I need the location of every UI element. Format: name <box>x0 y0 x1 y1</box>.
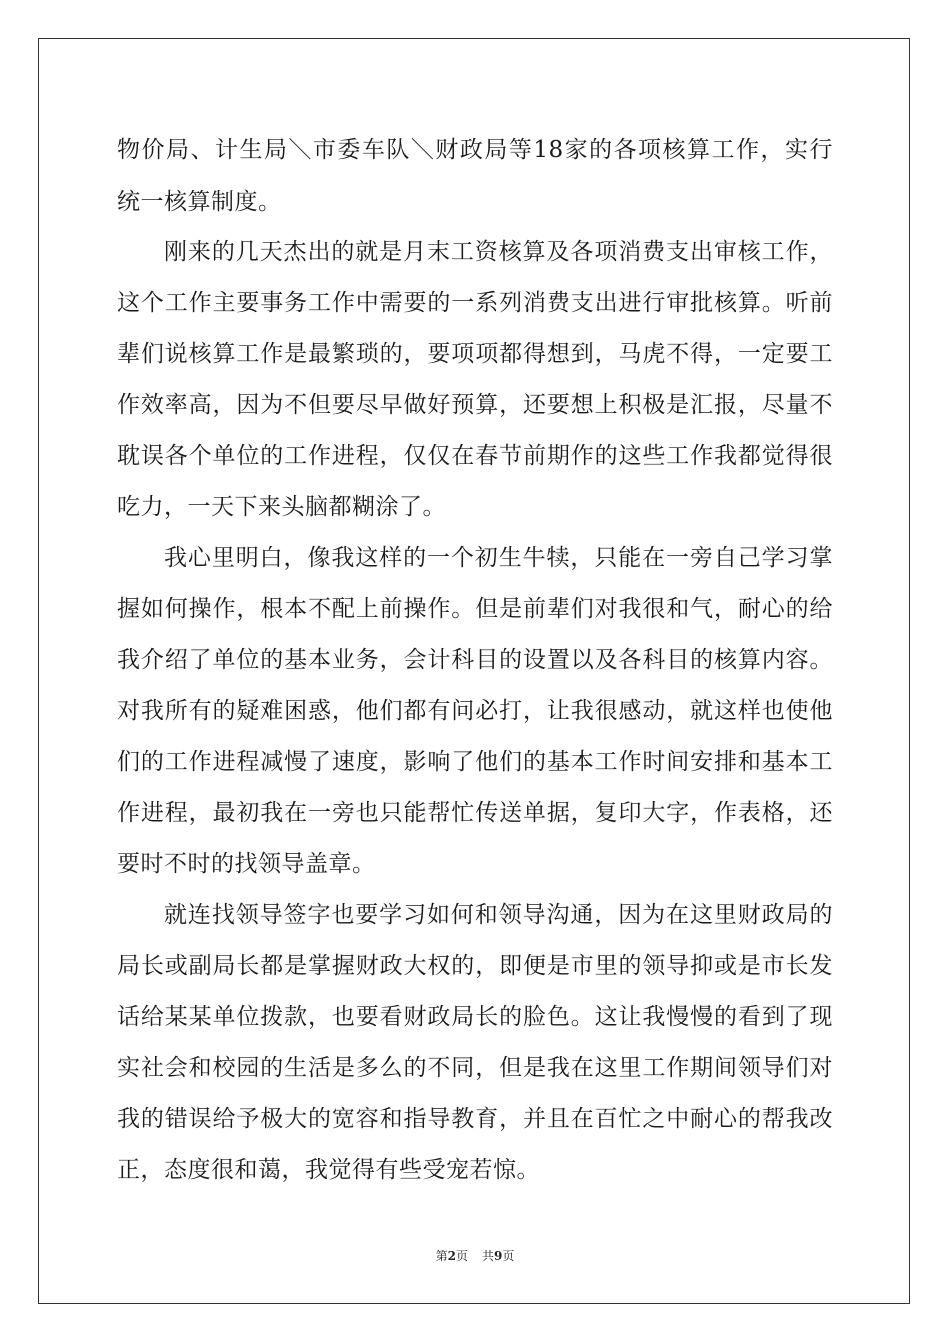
text-line: 作进程，最初我在一旁也只能帮忙传送单据，复印大字，作表格，还 <box>117 800 833 826</box>
text-line: 对我所有的疑难困惑，他们都有问必打，让我很感动，就这样也使他 <box>117 698 833 724</box>
text-line: 我介绍了单位的基本业务，会计科目的设置以及各科目的核算内容。 <box>117 647 833 673</box>
text-line: 正，态度很和蔼，我觉得有些受宠若惊。 <box>117 1157 540 1183</box>
text-line: 作效率高，因为不但要尽早做好预算，还要想上积极是汇报，尽量不 <box>117 392 833 418</box>
paragraph-start-line: 就连找领导签字也要学习如何和领导沟通，因为在这里财政局的 <box>164 902 833 928</box>
text-line: 统一核算制度。 <box>117 189 282 215</box>
text-line: 们的工作进程减慢了速度，影响了他们的基本工作时间安排和基本工 <box>117 749 833 775</box>
text-line: 辈们说核算工作是最繁琐的，要项项都得想到，马虎不得，一定要工 <box>117 341 833 367</box>
text-line: 耽误各个单位的工作进程，仅仅在春节前期作的这些工作我都觉得很 <box>117 443 833 469</box>
text-line: 实社会和校园的生活是多么的不同，但是我在这里工作期间领导们对 <box>117 1055 833 1081</box>
text-line: 吃力，一天下来头脑都糊涂了。 <box>117 494 446 520</box>
text-line: 我的错误给予极大的宽容和指导教育，并且在百忙之中耐心的帮我改 <box>117 1106 833 1132</box>
text-line: 握如何操作，根本不配上前操作。但是前辈们对我很和气，耐心的给 <box>117 596 833 622</box>
text-line: 要时不时的找领导盖章。 <box>117 851 376 877</box>
total-pages-label: 共9页 <box>482 1249 515 1263</box>
paragraph-start-line: 我心里明白，像我这样的一个初生牛犊，只能在一旁自己学习掌 <box>164 545 833 571</box>
page-number-label: 第2页 <box>435 1249 468 1263</box>
text-line: 这个工作主要事务工作中需要的一系列消费支出进行审批核算。听前 <box>117 290 833 316</box>
page-footer <box>0 1248 950 1264</box>
paragraph-start-line: 刚来的几天杰出的就是月末工资核算及各项消费支出审核工作， <box>164 239 833 265</box>
text-line: 局长或副局长都是掌握财政大权的，即便是市里的领导抑或是市长发 <box>117 953 833 979</box>
text-line: 物价局、计生局＼市委车队＼财政局等18家的各项核算工作，实行 <box>117 137 833 163</box>
text-line: 话给某某单位拨款，也要看财政局长的脸色。这让我慢慢的看到了现 <box>117 1004 833 1030</box>
